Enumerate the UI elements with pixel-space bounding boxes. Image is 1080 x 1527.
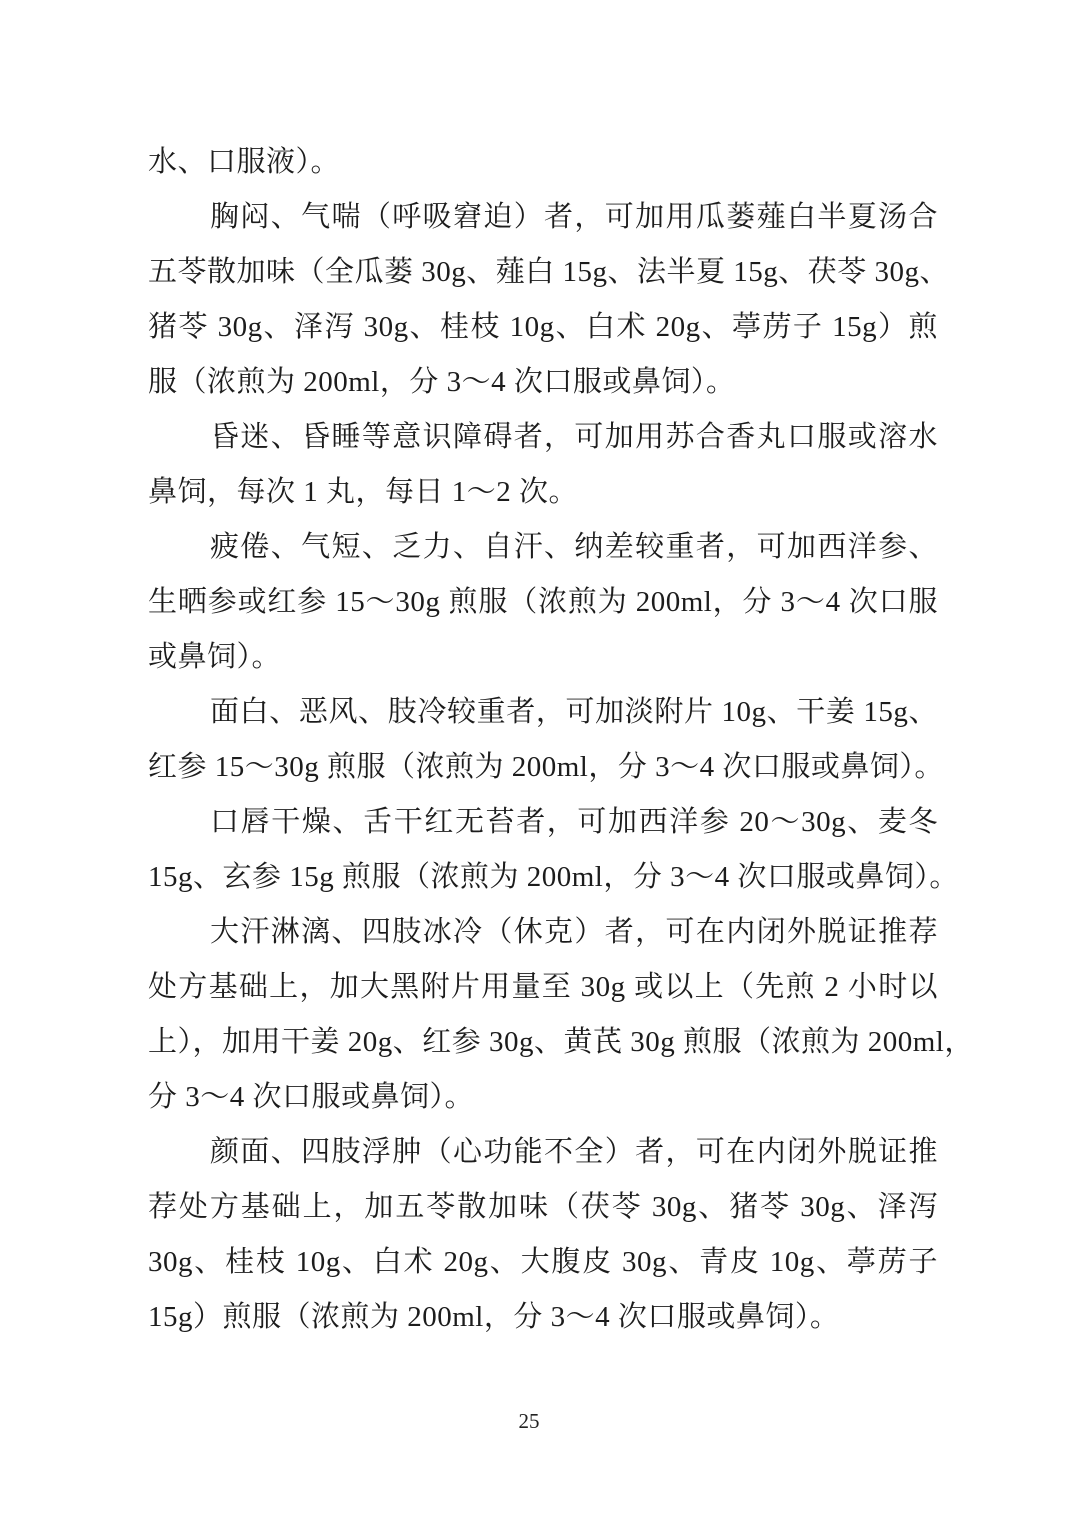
text-line: 服（浓煎为 200ml，分 3～4 次口服或鼻饲）。 bbox=[148, 366, 736, 398]
paragraph bbox=[148, 685, 944, 795]
text-line: 猪苓 30g、泽泻 30g、桂枝 10g、白术 20g、葶苈子 15g）煎 bbox=[148, 311, 938, 343]
text-line: 疲倦、气短、乏力、自汗、纳差较重者，可加西洋参、 bbox=[210, 531, 938, 563]
paragraph bbox=[148, 410, 938, 520]
text-line: 胸闷、气喘（呼吸窘迫）者，可加用瓜蒌薤白半夏汤合 bbox=[210, 201, 938, 233]
page-number: 25 bbox=[518, 1409, 540, 1433]
text-line: 面白、恶风、肢冷较重者，可加淡附片 10g、干姜 15g、 bbox=[210, 696, 938, 728]
paragraph bbox=[148, 1125, 938, 1345]
paragraph bbox=[148, 905, 974, 1125]
text-line: 颜面、四肢浮肿（心功能不全）者，可在内闭外脱证推 bbox=[210, 1136, 938, 1168]
text-body bbox=[148, 135, 974, 1345]
text-line: 处方基础上，加大黑附片用量至 30g 或以上（先煎 2 小时以 bbox=[148, 971, 938, 1003]
text-line: 分 3～4 次口服或鼻饲）。 bbox=[148, 1081, 475, 1113]
text-line: 生晒参或红参 15～30g 煎服（浓煎为 200ml，分 3～4 次口服 bbox=[148, 586, 938, 618]
text-line: 口唇干燥、舌干红无苔者，可加西洋参 20～30g、麦冬 bbox=[210, 806, 938, 838]
text-line: 五苓散加味（全瓜蒌 30g、薤白 15g、法半夏 15g、茯苓 30g、 bbox=[148, 256, 950, 288]
text-line: 或鼻饲）。 bbox=[148, 641, 282, 673]
text-line: 水、口服液）。 bbox=[148, 146, 341, 178]
text-line: 红参 15～30g 煎服（浓煎为 200ml，分 3～4 次口服或鼻饲）。 bbox=[148, 751, 944, 783]
paragraph bbox=[148, 190, 950, 410]
paragraph bbox=[148, 795, 959, 905]
text-line: 大汗淋漓、四肢冰冷（休克）者，可在内闭外脱证推荐 bbox=[210, 916, 938, 948]
text-line: 鼻饲，每次 1 丸，每日 1～2 次。 bbox=[148, 476, 579, 508]
paragraph bbox=[148, 520, 938, 685]
text-line: 上），加用干姜 20g、红参 30g、黄芪 30g 煎服（浓煎为 200ml， bbox=[148, 1026, 974, 1058]
paragraph bbox=[148, 135, 938, 190]
text-line: 昏迷、昏睡等意识障碍者，可加用苏合香丸口服或溶水 bbox=[210, 421, 938, 453]
text-line: 荐处方基础上，加五苓散加味（茯苓 30g、猪苓 30g、泽泻 bbox=[148, 1191, 938, 1223]
text-line: 15g）煎服（浓煎为 200ml，分 3～4 次口服或鼻饲）。 bbox=[148, 1301, 840, 1333]
text-line: 15g、玄参 15g 煎服（浓煎为 200ml，分 3～4 次口服或鼻饲）。 bbox=[148, 861, 959, 893]
text-line: 30g、桂枝 10g、白术 20g、大腹皮 30g、青皮 10g、葶苈子 bbox=[148, 1246, 938, 1278]
